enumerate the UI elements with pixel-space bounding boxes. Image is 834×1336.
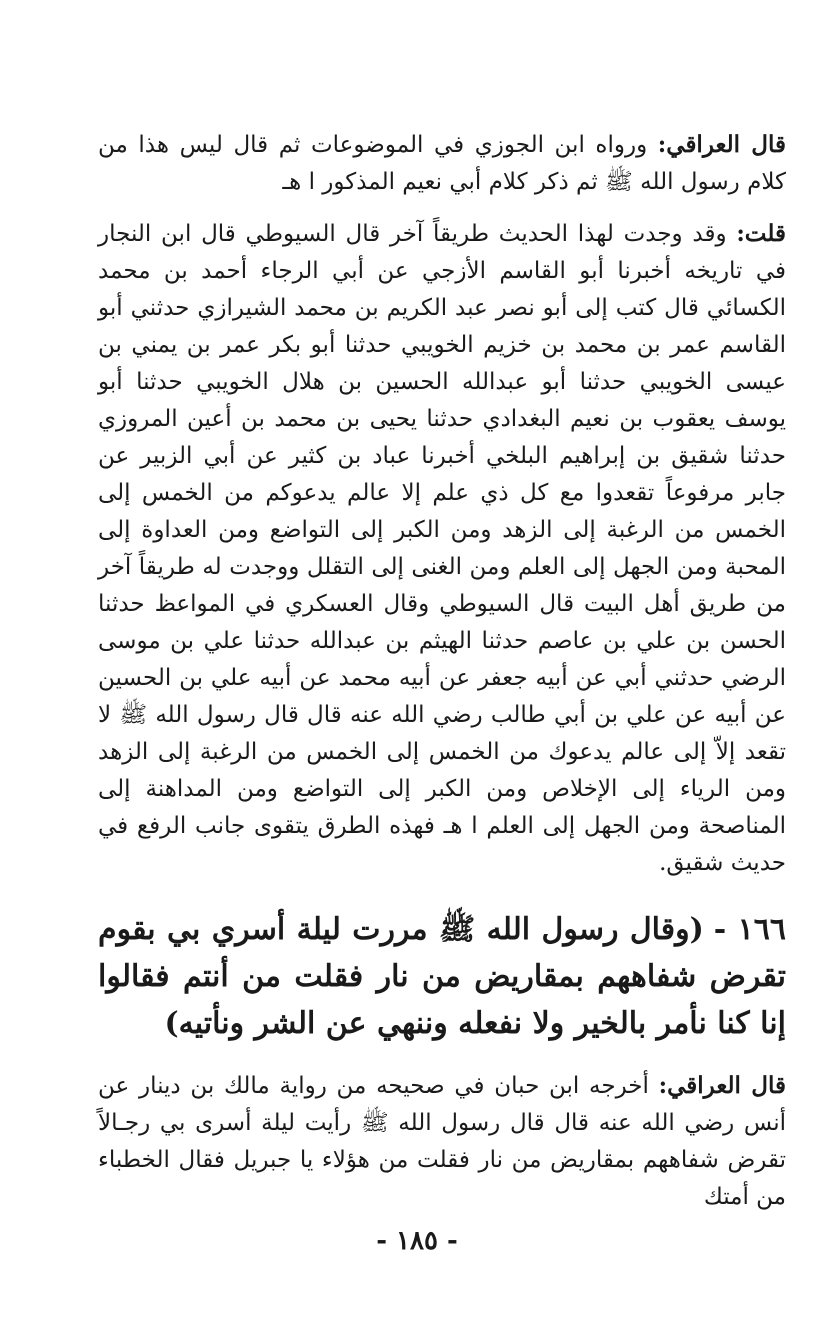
hadith-number: ١٦٦ - (713, 912, 786, 947)
paragraph-text: ورواه ابن الجوزي في الموضوعات ثم قال ليس هذا من كلام رسول الله ﷺ ثم ذكر كلام أبي نعيم المذكور ا هـ (98, 132, 786, 195)
paragraph-text: أخرجه ابن حبان في صحيحه من رواية مالك بن دينار عن أنس رضي الله عنه قال قال رسول الله ﷺ رأيت ليلة أسرى بي رجـالاً تقرض شفاههم بمقاريض من نار فقلت من هؤلاء يا جبريل فقال الخطباء من أمتك (98, 1073, 786, 1210)
paragraph-text: وقد وجدت لهذا الحديث طريقاً آخر قال السيوطي قال ابن النجار في تاريخه أخبرنا أبو القاسم الأزجي عن أبي الرجاء أحمد بن محمد الكسائي قال كتب إلى أبو نصر عبد الكريم بن محمد الشيرازي حدثني أبو القاسم عمر بن محمد بن خزيم الخويبي حدثنا أبو بكر عمر بن يمني بن عيسى الخويبي حدثنا أبو عبدالله الحسين بن هلال الخويبي حدثنا أبو يوسف يعقوب بن نعيم البغدادي حدثنا يحيى بن محمد بن أعين المروزي حدثنا شقيق بن إبراهيم البلخي أخبرنا عباد بن كثير عن أبي الزبير عن جابر مرفوعاً تقعدوا مع كل ذي علم إلا عالم يدعوكم من الخمس إلى الخمس من الرغبة إلى الزهد ومن الكبر إلى التواضع ومن العداوة إلى المحبة ومن الجهل إلى العلم ومن الغنى إلى التقلل ووجدت له طريقاً آخر من طريق أهل البيت قال السيوطي وقال العسكري في المواعظ حدثنا الحسن بن علي بن عاصم حدثنا الهيثم بن عبدالله حدثنا علي بن موسى الرضي حدثني أبي عن أبيه جعفر عن أبيه محمد عن أبيه علي بن الحسين عن أبيه عن علي بن أبي طالب رضي الله عنه قال قال رسول الله ﷺ لا تقعد إلاّ إلى عالم يدعوك من الخمس إلى الخمس من الرغبة إلى الزهد ومن الرياء إلى الإخلاص ومن الكبر إلى التواضع ومن المداهنة إلى المناصحة ومن الجهل إلى العلم ا هـ فهذه الطرق يتقوى جانب الرفع في حديث شقيق. (98, 221, 786, 876)
paragraph-lead: قلت: (736, 220, 786, 247)
commentary-paragraph-qultu (98, 215, 786, 882)
hadith-text: (وقال رسول الله ﷺ مررت ليلة أسري بي بقوم تقرض شفاههم بمقاريض من نار فقلت من أنتم فقالوا إنا كنا نأمر بالخير ولا نفعله وننهي عن الشر ونأتيه) (98, 912, 786, 1041)
commentary-paragraph-iraqi-2 (98, 1067, 786, 1216)
page-body (98, 126, 786, 1230)
hadith-166 (98, 906, 786, 1047)
paragraph-lead: قال العراقي: (657, 131, 787, 158)
page-number: - ١٨٥ - (376, 1226, 458, 1256)
commentary-paragraph-iraqi-1 (98, 126, 786, 201)
paragraph-lead: قال العراقي: (658, 1072, 786, 1099)
